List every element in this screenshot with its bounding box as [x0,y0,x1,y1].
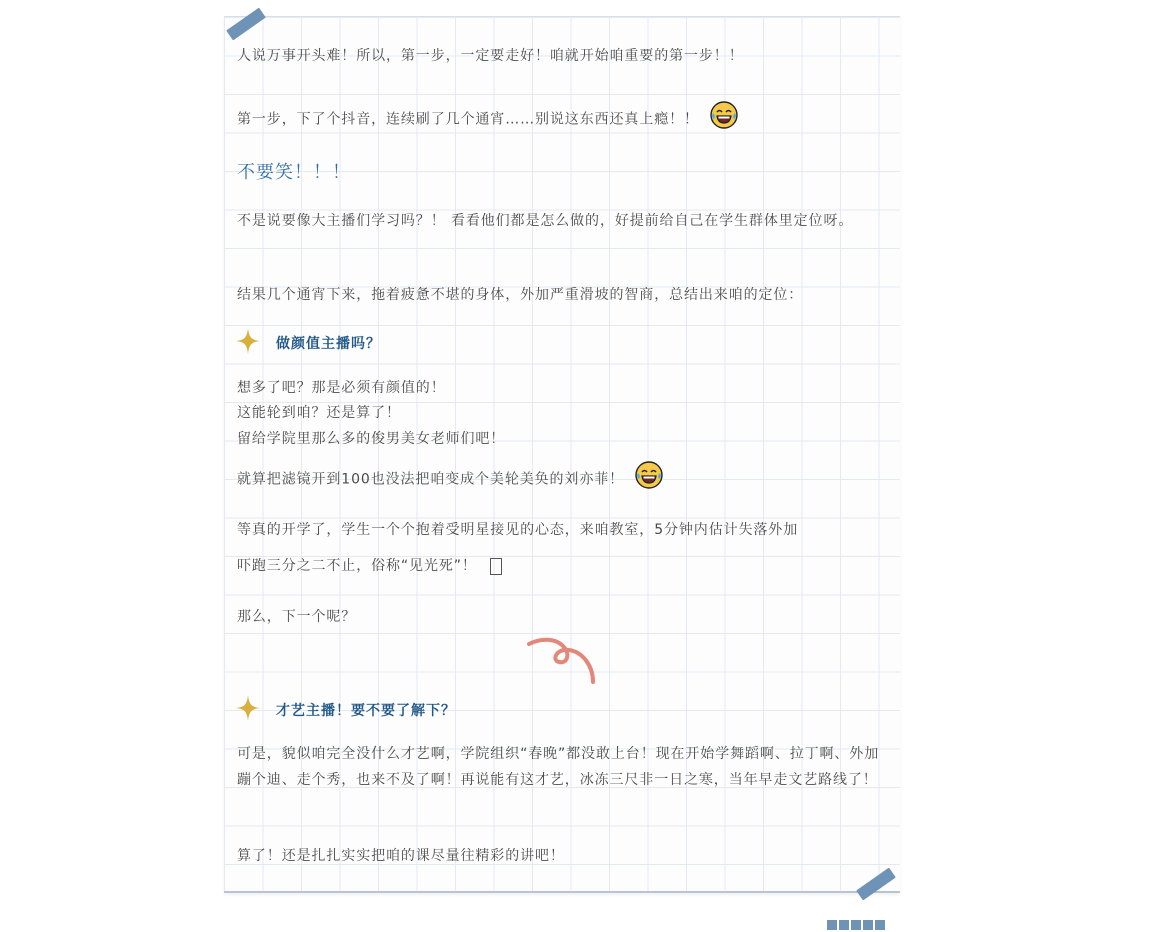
paragraph-looks-line3: 留给学院里那么多的俊男美女老师们吧！ [237,431,506,447]
paragraph-step-one [237,101,887,138]
sparkle-star-icon [236,695,260,725]
paragraph-class-line2-text: 吓跑三分之二不止，俗称“见光死”！ [237,558,477,574]
paragraph-intro: 人说万事开头难！所以，第一步，一定要走好！咱就开始咱重要的第一步！！ [237,48,744,64]
paragraph-no-talent: 可是，貌似咱完全没什么才艺啊，学院组织“春晚”都没敢上台！现在开始学舞蹈啊、拉丁啊、外加蹦个迪、走个秀，也来不及了啊！再说能有这才艺，冰冻三尺非一日之寒，当年早走文艺路线了！ [237,746,880,788]
footer-block [863,920,873,930]
paragraph-step-one-text: 第一步，下了个抖音，连续刷了几个通宵……别说这东西还真上瘾！！ [237,111,699,128]
section-heading-looks-label: 做颜值主播吗？ [276,336,381,352]
paragraph-conclusion: 结果几个通宵下来，拖着疲惫不堪的身体，外加严重滑坡的智商，总结出来咱的定位： [237,287,804,303]
footer-block [875,920,885,930]
footer-decoration-blocks [827,920,885,930]
paragraph-filter [237,461,887,498]
footer-block [851,920,861,930]
paragraph-next-question: 那么，下一个呢？ [237,609,357,625]
paragraph-looks-line1: 想多了吧？那是必须有颜值的！ [237,380,446,396]
section-heading-talent [236,695,456,725]
decorative-squiggle-icon [527,636,599,692]
section-heading-looks [236,328,381,358]
paragraph-final: 算了！还是扎扎实实把咱的课尽量往精彩的讲吧！ [237,848,565,864]
footer-block [827,920,837,930]
laughing-with-tears-icon [710,101,738,138]
sparkle-star-icon [236,328,260,358]
footer-block [839,920,849,930]
section-heading-talent-label: 才艺主播！要不要了解下？ [276,703,456,719]
missing-glyph-box [490,558,502,575]
paragraph-class-line2 [237,553,887,579]
laughing-with-tears-icon [635,461,663,498]
headline-dont-laugh: 不要笑！！！ [237,162,351,183]
paragraph-looks-line2: 这能轮到咱？还是算了！ [237,405,401,421]
paragraph-class-line1: 等真的开学了，学生一个个抱着受明星接见的心态，来咱教室，5分钟内估计失落外加 [237,522,799,538]
paragraph-learn-from-streamers: 不是说要像大主播们学习吗？！ 看看他们都是怎么做的，好提前给自己在学生群体里定位呀。 [237,213,854,229]
paragraph-filter-text: 就算把滤镜开到100也没法把咱变成个美轮美奂的刘亦菲！ [237,471,625,488]
